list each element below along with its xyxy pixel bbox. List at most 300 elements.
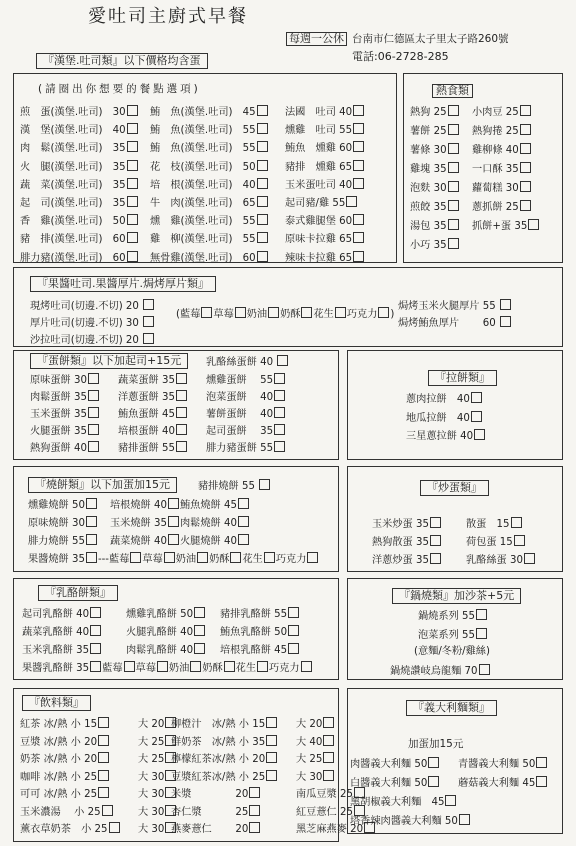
menu-item-label: 培根燒餅 40 bbox=[110, 500, 167, 511]
menu-item-label: 熱狗 25 bbox=[410, 107, 447, 118]
menu-item-label: 起司蛋餅 35 bbox=[206, 426, 274, 437]
checkbox[interactable] bbox=[249, 787, 260, 798]
menu-item-label: 鮪魚燒餅 45 bbox=[180, 500, 237, 511]
checkbox[interactable] bbox=[520, 143, 531, 154]
menu-item-label: 豬排乳酪餅 55 bbox=[220, 609, 288, 620]
s2-r3a: 沙拉吐司(切邊.不切) 20 bbox=[30, 335, 139, 346]
checkbox[interactable] bbox=[266, 735, 277, 746]
jam-checkbox[interactable] bbox=[157, 661, 168, 672]
checkbox[interactable] bbox=[448, 181, 459, 192]
menu-item bbox=[206, 390, 286, 404]
checkbox[interactable] bbox=[353, 141, 364, 152]
menu-item bbox=[206, 407, 286, 421]
s2-row1a bbox=[30, 299, 155, 313]
checkbox[interactable] bbox=[428, 776, 439, 787]
menu-item bbox=[410, 124, 460, 138]
checkbox[interactable] bbox=[479, 664, 490, 675]
menu-item bbox=[350, 776, 440, 790]
s2-r1a: 現烤吐司(切邊.不切) 20 bbox=[30, 301, 139, 312]
menu-item-label: 鍋燒系列 55 bbox=[418, 611, 475, 622]
menu-item bbox=[20, 805, 114, 819]
menu-item bbox=[220, 625, 300, 639]
checkbox[interactable] bbox=[520, 200, 531, 211]
menu-item-label: 起 司(漢堡.吐司) 35 bbox=[20, 198, 126, 209]
menu-item-label: 漢 堡(漢堡.吐司) 40 bbox=[20, 125, 126, 137]
menu-item bbox=[285, 141, 365, 155]
menu-item-label: 燕麥薏仁 20 bbox=[171, 824, 249, 835]
menu-item bbox=[410, 162, 460, 176]
menu-item bbox=[150, 123, 269, 137]
menu-item-label: 大 20 bbox=[296, 719, 323, 730]
checkbox[interactable] bbox=[86, 534, 97, 545]
checkbox[interactable] bbox=[323, 717, 334, 728]
menu-item bbox=[171, 787, 261, 801]
menu-item bbox=[30, 424, 100, 438]
menu-item bbox=[20, 735, 110, 749]
checkbox[interactable] bbox=[238, 516, 249, 527]
menu-item-label: 豆漿紅茶冰/熱 小 25 bbox=[171, 771, 266, 783]
menu-item bbox=[20, 752, 110, 766]
menu-item-label: 火腿蛋餅 35 bbox=[30, 426, 87, 437]
checkbox[interactable] bbox=[127, 160, 138, 171]
menu-item-label: 蔬菜乳酪餅 40 bbox=[22, 627, 90, 638]
menu-item-label: 熱狗散蛋 35 bbox=[372, 537, 429, 548]
checkbox[interactable] bbox=[88, 390, 99, 401]
menu-item bbox=[180, 534, 250, 548]
checkbox[interactable] bbox=[500, 299, 511, 310]
menu-item bbox=[28, 534, 98, 548]
checkbox[interactable] bbox=[430, 553, 441, 564]
checkbox[interactable] bbox=[98, 752, 109, 763]
menu-item-label: 薯餅 25 bbox=[410, 126, 447, 137]
checkbox[interactable] bbox=[194, 607, 205, 618]
menu-item bbox=[118, 407, 188, 421]
menu-item-label: 荷包蛋 15 bbox=[466, 537, 513, 548]
checkbox[interactable] bbox=[249, 805, 260, 816]
menu-item bbox=[20, 787, 110, 801]
checkbox[interactable] bbox=[353, 214, 364, 225]
menu-item bbox=[150, 160, 269, 174]
checkbox[interactable] bbox=[257, 105, 268, 116]
checkbox[interactable] bbox=[143, 333, 154, 344]
checkbox[interactable] bbox=[257, 232, 268, 243]
menu-item bbox=[472, 162, 532, 176]
menu-item bbox=[20, 232, 139, 246]
menu-item bbox=[285, 105, 365, 119]
menu-item bbox=[206, 441, 286, 455]
menu-item-label: 大 30 bbox=[138, 771, 165, 783]
menu-item bbox=[28, 498, 98, 512]
menu-item bbox=[150, 214, 269, 228]
menu-item bbox=[472, 219, 540, 233]
menu-item-label: 小肉豆 25 bbox=[472, 107, 519, 118]
s6-title: 『炒蛋類』 bbox=[420, 480, 489, 496]
menu-item-label: 豬排蛋餅 55 bbox=[118, 443, 175, 454]
checkbox[interactable] bbox=[257, 160, 268, 171]
checkbox[interactable] bbox=[323, 752, 334, 763]
menu-item-label: 鮪魚乳酪餅 50 bbox=[220, 627, 288, 638]
menu-item-label: 鮪魚 燻雞 60 bbox=[285, 143, 353, 155]
checkbox[interactable] bbox=[323, 770, 334, 781]
menu-item-label: 大 30 bbox=[138, 789, 165, 800]
menu-item-label: 燻雞乳酪餅 50 bbox=[126, 609, 194, 620]
checkbox[interactable] bbox=[471, 411, 482, 422]
menu-item bbox=[22, 625, 102, 639]
menu-item-label: 雞 柳(漢堡.吐司) 55 bbox=[150, 234, 256, 246]
menu-item-label: 小巧 35 bbox=[410, 240, 447, 251]
menu-item-label: 鮮奶茶 冰/熱 小 35 bbox=[171, 736, 266, 748]
checkbox[interactable] bbox=[88, 373, 99, 384]
checkbox[interactable] bbox=[176, 407, 187, 418]
menu-item bbox=[22, 643, 102, 657]
menu-item bbox=[296, 717, 335, 731]
checkbox[interactable] bbox=[430, 535, 441, 546]
menu-item-label: 肉鬆燒餅 40 bbox=[180, 518, 237, 529]
menu-item bbox=[150, 141, 269, 155]
checkbox[interactable] bbox=[448, 124, 459, 135]
jam-checkbox[interactable] bbox=[301, 661, 312, 672]
checkbox[interactable] bbox=[448, 105, 459, 116]
menu-item bbox=[418, 609, 488, 623]
jam-option: 藍莓 bbox=[102, 663, 123, 674]
s2-title: 『果醬吐司.果醬厚片.焗烤厚片類』 bbox=[30, 276, 216, 292]
jam-checkbox[interactable] bbox=[268, 307, 279, 318]
menu-item-label: 黑胡椒義大利麵 45 bbox=[350, 797, 445, 808]
checkbox[interactable] bbox=[288, 643, 299, 654]
jam-option: 花生 bbox=[242, 554, 263, 565]
jam-checkbox[interactable] bbox=[164, 552, 175, 563]
jam-option: 花生 bbox=[235, 663, 257, 674]
checkbox[interactable] bbox=[88, 441, 99, 452]
checkbox[interactable] bbox=[448, 143, 459, 154]
checkbox[interactable] bbox=[176, 424, 187, 435]
checkbox[interactable] bbox=[323, 735, 334, 746]
menu-item-label: 肉鬆蛋餅 35 bbox=[30, 392, 87, 403]
checkbox[interactable] bbox=[98, 717, 109, 728]
menu-item-label: 玉米炒蛋 35 bbox=[372, 519, 429, 530]
jam-checkbox[interactable] bbox=[201, 307, 212, 318]
checkbox[interactable] bbox=[88, 407, 99, 418]
checkbox[interactable] bbox=[524, 553, 535, 564]
checkbox[interactable] bbox=[448, 162, 459, 173]
menu-item-label: 大 20 bbox=[138, 719, 165, 730]
menu-item-label: 腓力燒餅 55 bbox=[28, 536, 85, 547]
menu-item-label: 蘿蔔糕 30 bbox=[472, 183, 519, 194]
menu-item bbox=[118, 373, 188, 387]
checkbox[interactable] bbox=[86, 552, 97, 563]
jam-checkbox[interactable] bbox=[124, 661, 135, 672]
menu-item bbox=[20, 141, 139, 155]
checkbox[interactable] bbox=[288, 625, 299, 636]
checkbox[interactable] bbox=[176, 390, 187, 401]
checkbox[interactable] bbox=[476, 628, 487, 639]
menu-item bbox=[390, 664, 491, 678]
menu-item-label: 地瓜拉餅 40 bbox=[406, 412, 470, 424]
checkbox[interactable] bbox=[127, 123, 138, 134]
checkbox[interactable] bbox=[86, 516, 97, 527]
checkbox[interactable] bbox=[238, 498, 249, 509]
checkbox[interactable] bbox=[127, 214, 138, 225]
menu-item-label: 肉 鬆(漢堡.吐司) 35 bbox=[20, 143, 126, 155]
checkbox[interactable] bbox=[194, 643, 205, 654]
menu-item bbox=[372, 535, 442, 549]
checkbox[interactable] bbox=[514, 535, 525, 546]
checkbox[interactable] bbox=[90, 661, 101, 672]
jam-checkbox[interactable] bbox=[224, 661, 235, 672]
checkbox[interactable] bbox=[168, 516, 179, 527]
menu-item-label: 玉米濃湯 小 25 bbox=[20, 806, 101, 818]
s2-row3a bbox=[30, 333, 155, 347]
checkbox[interactable] bbox=[448, 219, 459, 230]
menu-item bbox=[206, 373, 286, 387]
checkbox[interactable] bbox=[511, 517, 522, 528]
menu-item bbox=[180, 498, 250, 512]
checkbox[interactable] bbox=[257, 141, 268, 152]
menu-item-label: (意麵/冬粉/雞絲) bbox=[414, 646, 490, 657]
checkbox[interactable] bbox=[257, 123, 268, 134]
menu-item-label: 大 25 bbox=[138, 736, 165, 748]
menu-item-label: 煎 蛋(漢堡.吐司) 30 bbox=[20, 107, 126, 118]
menu-item-label: 玉米蛋餅 35 bbox=[30, 409, 87, 420]
s7-jam-row bbox=[22, 661, 313, 675]
checkbox[interactable] bbox=[274, 407, 285, 418]
checkbox[interactable] bbox=[428, 757, 439, 768]
menu-item-label: 無骨雞(漢堡.吐司) 60 bbox=[150, 252, 256, 264]
menu-item bbox=[171, 822, 261, 836]
s3-extra bbox=[206, 355, 289, 369]
checkbox[interactable] bbox=[266, 717, 277, 728]
checkbox[interactable] bbox=[520, 105, 531, 116]
menu-item-label: 泡菜蛋餅 40 bbox=[206, 392, 274, 403]
menu-item-label: 咖啡 冰/熱 小 25 bbox=[20, 771, 98, 783]
menu-item-label: 白醬義大利麵 50 bbox=[350, 778, 428, 789]
jam-option: 奶油 bbox=[175, 554, 197, 565]
checkbox[interactable] bbox=[520, 124, 531, 135]
jam-checkbox[interactable] bbox=[130, 552, 141, 563]
checkbox[interactable] bbox=[274, 441, 285, 452]
jam-checkbox[interactable] bbox=[197, 552, 208, 563]
jam-checkbox[interactable] bbox=[335, 307, 346, 318]
phone: 電話:06-2728-285 bbox=[352, 50, 449, 63]
menu-item bbox=[285, 160, 365, 174]
jam-option: 巧克力 bbox=[275, 554, 307, 565]
menu-item bbox=[296, 735, 335, 749]
checkbox[interactable] bbox=[98, 787, 109, 798]
menu-item-label: 大 40 bbox=[296, 736, 323, 748]
jam-row-label: 果醬乳酪餅 35 bbox=[22, 663, 90, 674]
menu-item bbox=[30, 407, 100, 421]
checkbox[interactable] bbox=[127, 251, 138, 262]
menu-item-label: 蔥肉拉餅 40 bbox=[406, 394, 470, 405]
menu-item bbox=[296, 770, 335, 784]
menu-item-label: 可可 冰/熱 小 25 bbox=[20, 789, 98, 800]
menu-item-label: 雞塊 35 bbox=[410, 164, 447, 175]
s2-r2b: 焗烤鮪魚厚片 60 bbox=[398, 318, 496, 329]
checkbox[interactable] bbox=[471, 392, 482, 403]
menu-item bbox=[220, 607, 300, 621]
menu-item-label: 肉鬆乳酪餅 40 bbox=[126, 645, 194, 656]
checkbox[interactable] bbox=[430, 517, 441, 528]
checkbox[interactable] bbox=[127, 105, 138, 116]
menu-item-label: 鮪 魚(漢堡.吐司) 55 bbox=[150, 125, 256, 137]
checkbox[interactable] bbox=[143, 316, 154, 327]
jam-checkbox[interactable] bbox=[257, 661, 268, 672]
checkbox[interactable] bbox=[257, 214, 268, 225]
menu-item bbox=[466, 517, 523, 531]
menu-item bbox=[150, 251, 269, 265]
checkbox[interactable] bbox=[90, 607, 101, 618]
menu-item-label: 熱狗捲 25 bbox=[472, 126, 519, 137]
checkbox[interactable] bbox=[459, 814, 470, 825]
checkbox[interactable] bbox=[90, 643, 101, 654]
menu-item-label: 玉米乳酪餅 35 bbox=[22, 645, 90, 656]
menu-item bbox=[126, 625, 206, 639]
menu-item-label: 薰衣草奶茶 小 25 bbox=[20, 824, 108, 835]
menu-item-label: 洋蔥炒蛋 35 bbox=[372, 555, 429, 566]
menu-item-label: 燻 雞(漢堡.吐司) 55 bbox=[150, 216, 256, 228]
menu-item bbox=[458, 776, 548, 790]
jam-checkbox[interactable] bbox=[378, 307, 389, 318]
menu-item bbox=[285, 251, 365, 265]
menu-item bbox=[418, 628, 488, 642]
checkbox[interactable] bbox=[528, 219, 539, 230]
menu-item bbox=[171, 770, 278, 784]
jam-checkbox[interactable] bbox=[264, 552, 275, 563]
menu-item-label: 黑芝麻燕麥 20 bbox=[296, 824, 364, 835]
checkbox[interactable] bbox=[353, 251, 364, 262]
checkbox[interactable] bbox=[86, 498, 97, 509]
menu-item bbox=[206, 424, 286, 438]
checkbox[interactable] bbox=[238, 534, 249, 545]
menu-item bbox=[406, 411, 483, 425]
checkbox[interactable] bbox=[127, 178, 138, 189]
jam-option: 巧克力 bbox=[346, 309, 378, 320]
menu-item-label: 大 30 bbox=[138, 824, 165, 835]
checkbox[interactable] bbox=[257, 251, 268, 262]
checkbox[interactable] bbox=[476, 609, 487, 620]
menu-item-label: 蔥抓餅 25 bbox=[472, 202, 519, 213]
menu-item bbox=[406, 429, 486, 443]
menu-item-label: 鍋燒讚岐烏龍麵 70 bbox=[390, 666, 478, 677]
jam-option: ---藍莓 bbox=[97, 554, 130, 565]
checkbox[interactable] bbox=[448, 200, 459, 211]
menu-item-label: 薯條 30 bbox=[410, 145, 447, 156]
menu-item bbox=[150, 178, 269, 192]
checkbox[interactable] bbox=[266, 770, 277, 781]
menu-item bbox=[410, 143, 460, 157]
jam-checkbox[interactable] bbox=[190, 661, 201, 672]
checkbox[interactable] bbox=[266, 752, 277, 763]
checkbox[interactable] bbox=[98, 735, 109, 746]
menu-item bbox=[410, 181, 460, 195]
checkbox[interactable] bbox=[346, 196, 357, 207]
checkbox[interactable] bbox=[143, 299, 154, 310]
menu-item bbox=[220, 643, 300, 657]
checkbox[interactable] bbox=[127, 232, 138, 243]
menu-item bbox=[30, 390, 100, 404]
checkbox[interactable] bbox=[259, 479, 270, 490]
checkbox[interactable] bbox=[353, 123, 364, 134]
checkbox[interactable] bbox=[90, 625, 101, 636]
menu-item-label: 法國 吐司 40 bbox=[285, 107, 353, 118]
checkbox[interactable] bbox=[500, 316, 511, 327]
menu-item-label: 熱狗蛋餅 40 bbox=[30, 443, 87, 454]
jam-option: 草莓 bbox=[135, 663, 156, 674]
checkbox[interactable] bbox=[109, 822, 120, 833]
checkbox[interactable] bbox=[274, 373, 285, 384]
checkbox[interactable] bbox=[353, 160, 364, 171]
s8-title: 『鍋燒類』加沙茶+5元 bbox=[392, 588, 521, 604]
menu-item-label: 檸檬紅茶冰/熱 小 20 bbox=[171, 754, 266, 765]
checkbox[interactable] bbox=[257, 178, 268, 189]
checkbox[interactable] bbox=[168, 534, 179, 545]
checkbox[interactable] bbox=[194, 625, 205, 636]
checkbox[interactable] bbox=[277, 355, 288, 366]
checkbox[interactable] bbox=[127, 141, 138, 152]
checkbox[interactable] bbox=[520, 181, 531, 192]
checkbox[interactable] bbox=[353, 105, 364, 116]
jam-checkbox[interactable] bbox=[301, 307, 312, 318]
jam-checkbox[interactable] bbox=[307, 552, 318, 563]
menu-item bbox=[285, 214, 365, 228]
jam-checkbox[interactable] bbox=[235, 307, 246, 318]
menu-item-label: 鮪 魚(漢堡.吐司) 45 bbox=[150, 107, 256, 118]
checkbox[interactable] bbox=[257, 196, 268, 207]
checkbox[interactable] bbox=[176, 441, 187, 452]
menu-item bbox=[171, 752, 278, 766]
menu-item bbox=[150, 232, 269, 246]
checkbox[interactable] bbox=[520, 162, 531, 173]
menu-item bbox=[472, 105, 532, 119]
checkbox[interactable] bbox=[168, 498, 179, 509]
checkbox[interactable] bbox=[474, 429, 485, 440]
checkbox[interactable] bbox=[249, 822, 260, 833]
checkbox[interactable] bbox=[176, 373, 187, 384]
checkbox[interactable] bbox=[274, 390, 285, 401]
menu-item bbox=[20, 251, 139, 265]
menu-item-label: 大 25 bbox=[296, 754, 323, 765]
menu-item-label: 大 30 bbox=[138, 806, 165, 818]
checkbox[interactable] bbox=[102, 805, 113, 816]
menu-item-label: 蔬 菜(漢堡.吐司) 35 bbox=[20, 179, 126, 191]
menu-item-label: 大 30 bbox=[296, 771, 323, 783]
checkbox[interactable] bbox=[127, 196, 138, 207]
menu-item-label: 火 腿(漢堡.吐司) 35 bbox=[20, 161, 126, 173]
jam-checkbox[interactable] bbox=[230, 552, 241, 563]
menu-item-label: 三星蔥拉餅 40 bbox=[406, 431, 474, 442]
checkbox[interactable] bbox=[448, 238, 459, 249]
menu-item-label: 南瓜豆漿 25 bbox=[296, 789, 353, 800]
menu-item bbox=[285, 232, 365, 246]
menu-item bbox=[472, 124, 532, 138]
checkbox[interactable] bbox=[445, 795, 456, 806]
menu-item-label: 豆漿 冰/熱 小 20 bbox=[20, 736, 98, 748]
checkbox[interactable] bbox=[536, 776, 547, 787]
checkbox[interactable] bbox=[288, 607, 299, 618]
menu-item-label: 青醬義大利麵 50 bbox=[458, 759, 536, 770]
s2-row2b bbox=[398, 316, 512, 330]
checkbox[interactable] bbox=[353, 232, 364, 243]
checkbox[interactable] bbox=[536, 757, 547, 768]
s5-title: 『燒餅類』以下加蛋加15元 bbox=[28, 477, 177, 493]
checkbox[interactable] bbox=[98, 770, 109, 781]
checkbox[interactable] bbox=[353, 178, 364, 189]
menu-item-label: 火腿燒餅 40 bbox=[180, 536, 237, 547]
menu-item-label: 蔬菜燒餅 40 bbox=[110, 536, 167, 547]
checkbox[interactable] bbox=[88, 424, 99, 435]
menu-item-label: 杏仁漿 25 bbox=[171, 806, 249, 818]
checkbox[interactable] bbox=[274, 424, 285, 435]
